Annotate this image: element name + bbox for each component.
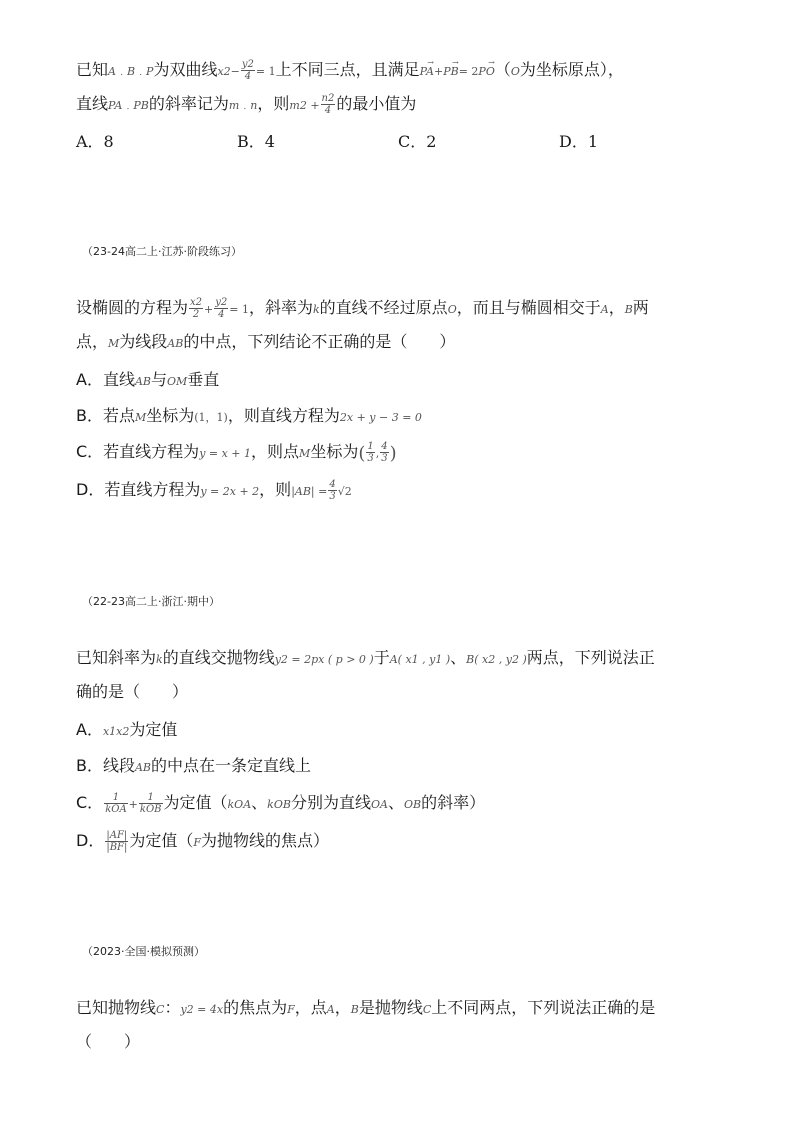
q1-stem-line2: 直线PA﹒PB的斜率记为m﹒n，则m2 + $\frac{n2}{4}$ 的最小值为 (76, 93, 417, 116)
fraction: $\frac{1}{3}$ (367, 441, 374, 464)
q1-option-a[interactable]: A．8 (76, 132, 114, 151)
q1-options (76, 130, 716, 154)
q4-stem-line1: 已知抛物线C：y2 = 4x的焦点为F，点A，B是抛物线C上不同两点，下列说法正确的是 (76, 998, 656, 1017)
fraction: $\frac{n2}{4}$ (321, 93, 335, 116)
q3-option-b[interactable]: B．线段AB的中点在一条定直线上 (76, 756, 312, 775)
fraction: $\frac{|AF|}{|BF|}$ (106, 830, 128, 853)
q2-option-a[interactable]: A．直线AB与OM垂直 (76, 370, 220, 389)
q2-source: （23-24高二上·江苏·阶段练习） (82, 245, 242, 258)
q2-stem-line1: 设椭圆的方程为 $\frac{x2}{2}$ + $\frac{y2}{4}$ = 1，斜率为k的直线不经过原点O，而且与椭圆相交于A，B两 (76, 297, 649, 320)
q1-option-c[interactable]: C．2 (398, 132, 437, 151)
q3-option-a[interactable]: A．x1x2为定值 (76, 720, 178, 739)
q3-stem-line2: 确的是（ ） (76, 682, 189, 701)
fraction: $\frac{4}{3}$ (329, 479, 336, 502)
q2-stem-line2: 点，M为线段AB的中点，下列结论不正确的是（ ） (76, 332, 456, 351)
fraction: $\frac{1}{\text{kOA}}$ (105, 792, 127, 815)
q2-option-d[interactable]: D．若直线方程为y = 2x + 2，则|AB| = $\frac{4}{3}$ √2 (76, 479, 352, 502)
q4-source: （2023·全国·模拟预测） (82, 945, 205, 958)
q3-source: （22-23高二上·浙江·期中） (82, 595, 220, 608)
q4-stem-line2: （ ） (76, 1032, 141, 1051)
q1-stem-line1: 已知A﹒B﹒P为双曲线x2− $\frac{y2}{4}$ = 1上不同三点，且满足→ PA+→ PB= 2→ PO（O为坐标原点）， (76, 58, 624, 84)
fraction: $\frac{4}{3}$ (381, 441, 388, 464)
vector-pa: → PA (420, 60, 434, 84)
q3-option-c[interactable]: C． $\frac{1}{\text{kOA}}$ + $\frac{1}{\text{kOB}}$ 为定值（kOA、kOB分别为直线OA、OB的斜率） (76, 792, 486, 815)
fraction: $\frac{y2}{4}$ (241, 59, 254, 82)
q3-option-d[interactable]: D． $\frac{|AF|}{|BF|}$ 为定值（F为抛物线的焦点） (76, 830, 330, 853)
vector-po: → PO (478, 60, 494, 84)
fraction: $\frac{1}{\text{kOB}}$ (139, 792, 162, 815)
q1-option-d[interactable]: D．1 (559, 132, 599, 151)
q1-option-b[interactable]: B．4 (237, 132, 275, 151)
fraction: $\frac{y2}{4}$ (215, 297, 228, 320)
q3-stem-line1: 已知斜率为k的直线交抛物线y2 = 2px ( p > 0 )于A( x1 , y1 )、B( x2 , y2 )两点，下列说法正 (76, 648, 655, 667)
q2-option-c[interactable]: C．若直线方程为y = x + 1，则点M坐标为( $\frac{1}{3}$ , $\frac{4}{3}$ ) (76, 441, 397, 464)
q2-option-b[interactable]: B．若点M坐标为(1，1)，则直线方程为2x + y − 3 = 0 (76, 406, 422, 425)
fraction: $\frac{x2}{2}$ (190, 297, 203, 320)
vector-pb: → PB (443, 60, 459, 84)
